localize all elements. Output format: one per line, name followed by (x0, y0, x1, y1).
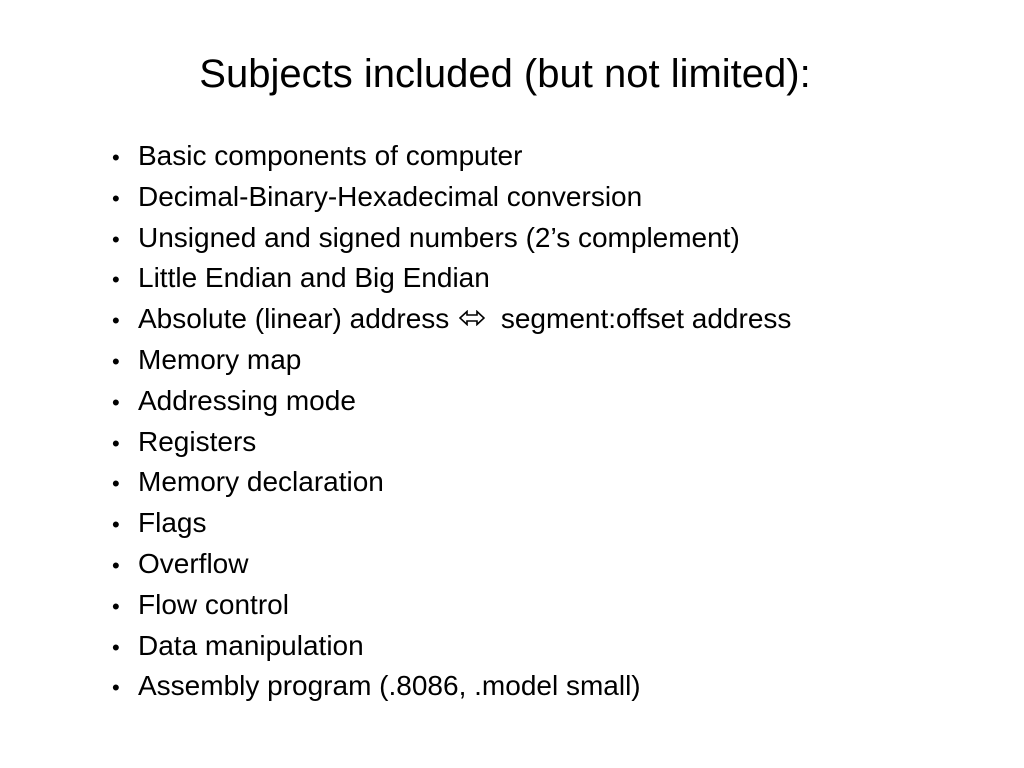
list-item (112, 626, 791, 667)
list-item-text: Little Endian and Big Endian (138, 262, 490, 294)
bullet-icon: • (112, 267, 120, 293)
list-item (112, 299, 791, 340)
bullet-icon: • (112, 430, 120, 456)
list-item-text: Data manipulation (138, 629, 364, 661)
list-item (112, 218, 791, 259)
bullet-icon: • (112, 145, 120, 170)
slide-title: Subjects included (but not limited): (199, 52, 811, 96)
bullet-icon: • (112, 593, 120, 619)
list-item (112, 136, 791, 177)
left-right-arrow-icon (459, 297, 485, 338)
list-item (112, 422, 791, 463)
list-item (112, 381, 791, 422)
list-item-text: Assembly program (.8086, .model small) (138, 670, 641, 702)
list-item (112, 462, 791, 503)
bullet-icon: • (112, 389, 120, 415)
list-item (112, 585, 791, 626)
list-item-text: Memory map (138, 343, 302, 375)
list-item (112, 544, 791, 585)
list-item-text: Registers (138, 425, 257, 457)
bullet-icon: • (112, 552, 120, 578)
bullet-icon: • (112, 185, 120, 211)
list-item (112, 177, 791, 218)
list-item-text: Unsigned and signed numbers (2’s complement) (138, 221, 740, 253)
list-item-text: Flags (138, 507, 207, 539)
list-item-text: Flow control (138, 588, 289, 620)
bullet-icon: • (112, 226, 120, 252)
subjects-list (112, 136, 791, 707)
list-item-text (138, 299, 791, 341)
list-item (112, 503, 791, 544)
list-item-text: Memory declaration (138, 466, 384, 498)
list-item-text: Addressing mode (138, 384, 356, 416)
list-item-text-part: Absolute (linear) address (138, 303, 450, 335)
list-item-text: Basic components of computer (138, 140, 523, 171)
bullet-icon: • (112, 512, 120, 538)
bullet-icon: • (112, 634, 120, 660)
bullet-icon: • (112, 308, 120, 334)
list-item (112, 666, 791, 707)
list-item-text: Overflow (138, 547, 249, 579)
list-item (112, 258, 791, 299)
list-item (112, 340, 791, 381)
list-item-text-part: segment:offset address (500, 303, 792, 335)
bullet-icon: • (112, 471, 120, 497)
bullet-icon: • (112, 348, 120, 374)
bullet-icon: • (112, 675, 120, 701)
list-item-text: Decimal-Binary-Hexadecimal conversion (138, 180, 643, 212)
